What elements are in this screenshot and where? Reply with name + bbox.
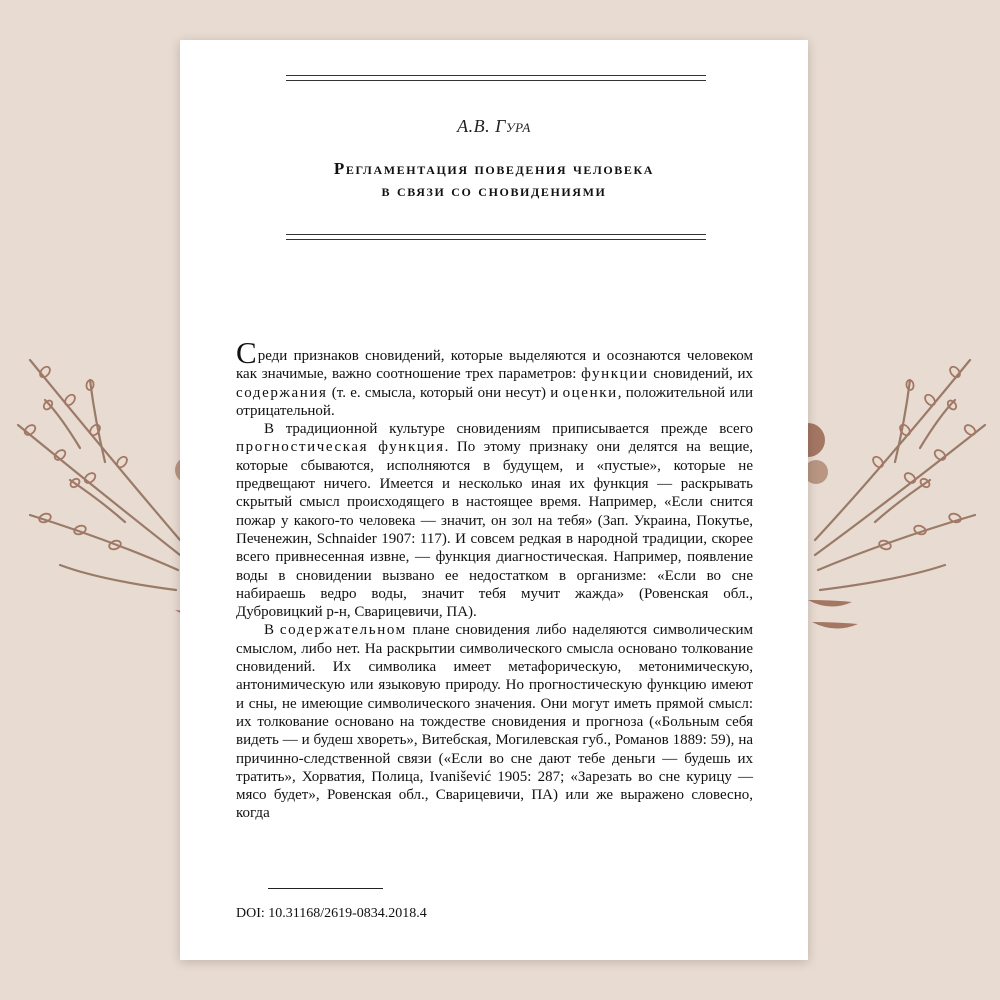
emphasis: прогностическая функция: [236, 439, 445, 456]
bottom-rule-1: [286, 234, 706, 235]
willow-buds-left: [23, 365, 129, 551]
top-rule-2: [286, 80, 706, 81]
title-line-1: Регламентация поведения человека: [333, 159, 655, 178]
doi-footnote: DOI: 10.31168/2619-0834.2018.4: [236, 906, 427, 921]
drop-cap: С: [236, 335, 257, 370]
footnote-separator: [268, 888, 383, 889]
emphasis: содержательном: [279, 622, 407, 639]
willow-branch-left: [18, 360, 180, 590]
author-name: А.В. Гура: [457, 116, 531, 136]
emphasis: содержания: [236, 384, 328, 401]
emphasis: оценки: [562, 384, 618, 401]
article-title: [180, 158, 808, 202]
bottom-rule-2: [286, 239, 706, 240]
paragraph-3: В содержательном плане сновидения либо наделяются символическим смыслом, либо нет. На раскрытии символического смысла основано толкование сновидений. Их символика имеет метафорическую, метонимическую, антонимическую или языковую природу. Но прогностическую функцию имеют и сны, не имеющие символического значения. Они могут иметь прямой смысл: их толкование основано на тождестве сновидения и прогноза («Больным себя видеть — и будеш хвореть», Витебская, Могилевская губ., Романов 1889: 59), на причинно-следственной связи («Если во сне дают тебе деньги — будешь их тратить», Хорватия, Полица, Ivanišević 1905: 287; «Зарезать во сне курицу — мясо будет», Ровенская обл., Сварицевичи, ПА) или же выражено словесно, когда: [236, 622, 753, 822]
emphasis: функции: [581, 366, 649, 383]
willow-branch-right: [815, 360, 985, 590]
paragraph-2: В традиционной культуре сновидениям приписывается прежде всего прогностическая функция. По этому признаку они делятся на вещие, которые сбываются, исполняются в будущем, и «пустые», которые не предвещают ничего. Имеется и несколько иная их функция — раскрывать скрытый смысл происходящего в настоящее время. Например, «Если снится пожар у какого-то человека — значит, он зол на тебя» (Зап. Украина, Покутье, Печенежин, Schnaider 1907: 117). И совсем редкая в народной традиции, скорее всего привнесенная извне, — функция диагностическая. Например, появление воды в сновидении вызвано ее недостатком в организме: «Если во сне набираешь ведро воды, значит тебя мучит жажда» (Ровенская обл., Дубровицкий р-н, Сварицевичи, ПА).: [236, 421, 754, 621]
paragraph-1: Среди признаков сновидений, которые выделяются и осознаются человеком как значимые, важно соотношение трех параметров: функции сновидений, их содержания (т. е. смысла, который они несут) и оценки, положительной или отрицательной.: [236, 335, 754, 419]
article-page: [180, 40, 808, 960]
title-line-2: в связи со сновидениями: [381, 181, 607, 200]
article-body: [236, 335, 754, 823]
top-rule-1: [286, 75, 706, 76]
